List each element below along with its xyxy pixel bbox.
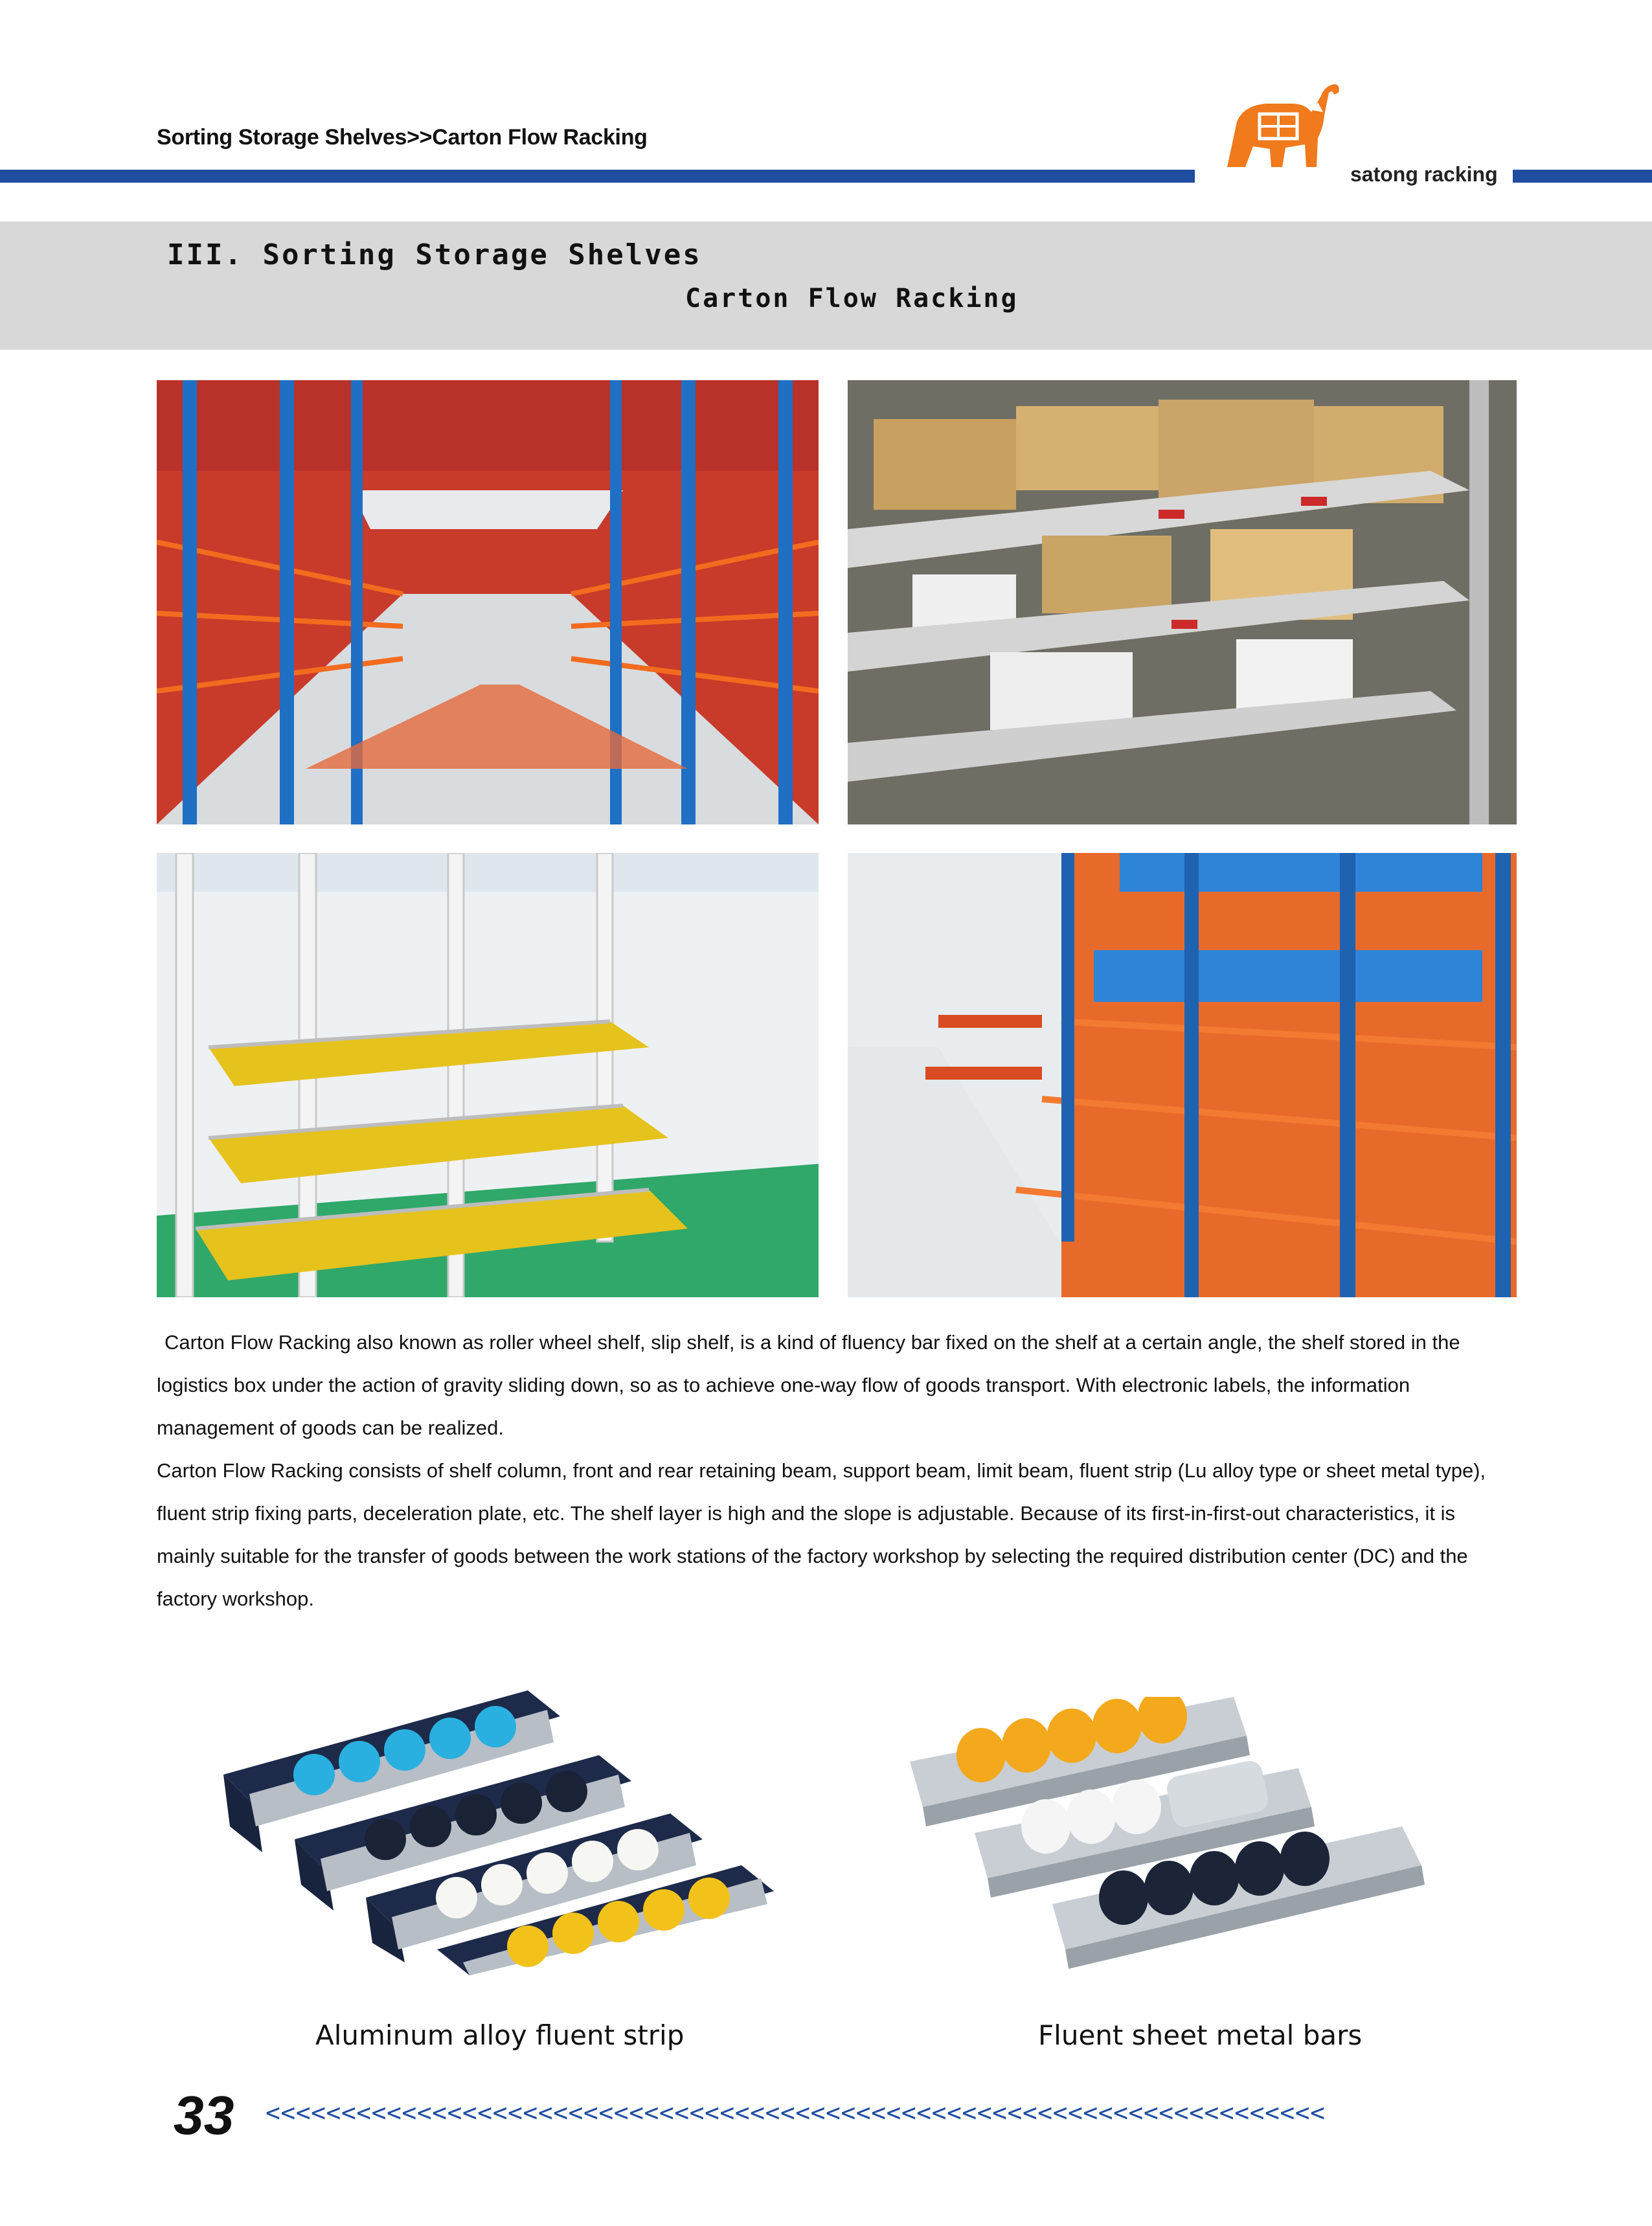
elephant-logo-icon (1214, 76, 1344, 187)
photo-white-frame-yellow-rollers (157, 853, 819, 1297)
header-rule-left (0, 170, 1195, 183)
aluminum-fluent-strip-image (223, 1690, 787, 1975)
section-title: III. Sorting Storage Shelves (167, 238, 702, 271)
body-text (157, 1321, 1500, 1620)
page-number: 33 (174, 2085, 234, 2146)
brand-name: satong racking (1350, 163, 1498, 186)
caption-aluminum-strip: Aluminum alloy fluent strip (315, 2019, 685, 2051)
photo-cartons-on-flow-rack (848, 380, 1517, 824)
section-subtitle: Carton Flow Racking (685, 284, 1019, 313)
photo-racking-aisle-1 (157, 380, 819, 824)
paragraph-1: Carton Flow Racking also known as roller wheel shelf, slip shelf, is a kind of fluency bar fixed on the shelf at a certain angle, the shelf stored in the logistics box under the action of gravity sliding down, so as to achieve one-way flow of goods transport. With electronic labels, the information management of goods can be realized. (157, 1331, 1460, 1439)
breadcrumb: Sorting Storage Shelves>>Carton Flow Racking (157, 125, 648, 150)
photo-racking-aisle-2 (848, 853, 1517, 1297)
header-rule-right (1513, 170, 1652, 183)
caption-sheet-metal-bars: Fluent sheet metal bars (1038, 2019, 1363, 2051)
footer-chevron-rule: <<<<<<<<<<<<<<<<<<<<<<<<<<<<<<<<<<<<<<<<<<<<<<<<<<<<<<<<<<<<<<<<<<<<<< (266, 2098, 1326, 2127)
paragraph-2: Carton Flow Racking consists of shelf column, front and rear retaining beam, support beam, limit beam, fluent strip (Lu alloy type or sheet metal type), fluent strip fixing parts, deceleration plate, etc. The shelf layer is high and the slope is adjustable. Because of its first-in-first-out characteristics, it is mainly suitable for the transfer of goods between the work stations of the factory workshop by selecting the required distribution center (DC) and the factory workshop. (157, 1459, 1486, 1610)
sheet-metal-bar-image (910, 1697, 1454, 1969)
